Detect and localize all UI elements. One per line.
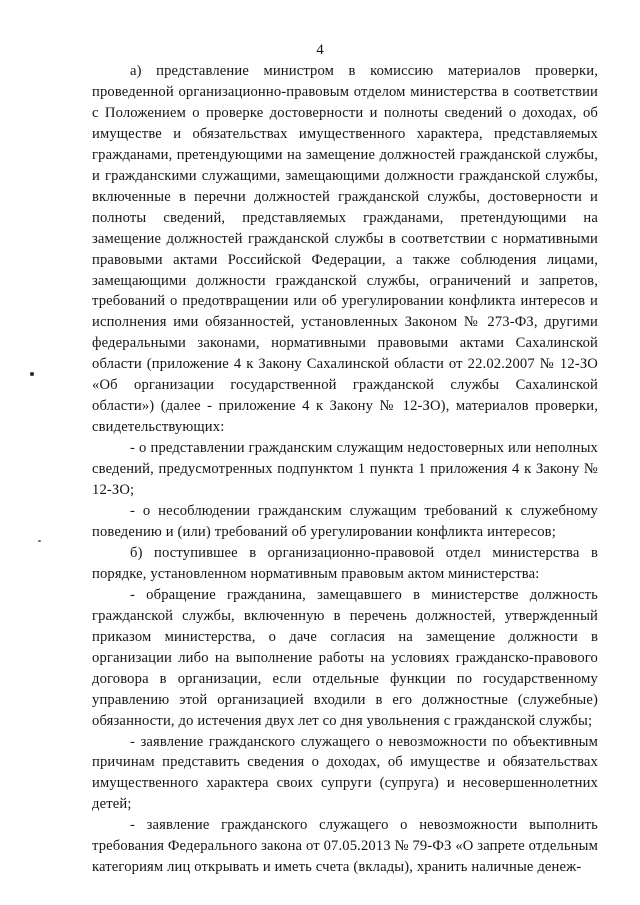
paragraph-b: б) поступившее в организационно-правовой отдел министерства в порядке, установленном нормативным правовым актом министерства:: [92, 544, 598, 582]
paragraph-b-item-2: - заявление гражданского служащего о невозможности по объективным причинам представить сведения о доходах, об имуществе и обязательствах имущественного характера своих супруги (супруга) и несовершеннолетних детей;: [92, 733, 598, 813]
scan-speck-mark: [38, 540, 41, 542]
paragraph-a-item-2: - о несоблюдении гражданским служащим требований к служебному поведению и (или) требований об урегулировании конфликта интересов;: [92, 503, 598, 540]
page-number: 4: [316, 42, 324, 58]
scan-speck-mark: [30, 372, 34, 376]
paragraph-b-item-1: - обращение гражданина, замещавшего в министерстве должность гражданской службы, включенную в перечень должностей, утвержденный приказом министерства, о даче согласия на замещение должности в организации либо на выполнение работы на условиях гражданско-правового договора в организации, если отдельные функции по государственному управлению этой организацией входили в его должностные (служебные) обязанности, до истечения двух лет со дня увольнения с гражданской службы;: [92, 586, 598, 729]
paragraph-a: а) представление министром в комиссию материалов проверки, проведенной организационно-правовым отделом министерства в соответствии с Положением о проверке достоверности и полноты сведений о доходах, об имуществе и обязательствах имущественного характера, представляемых гражданами, претендующими на замещение должностей гражданской службы, и гражданскими служащими, замещающими должности гражданской службы, включенные в перечни должностей гражданской службы, достоверности и полноты сведений, представляемых гражданами, претендующими на замещение должностей гражданской службы в соответствии с нормативными правовыми актами Российской Федерации, а также соблюдения лицами, замещающими должности гражданской службы, ограничений и запретов, требований о предотвращении или об урегулировании конфликта интересов и исполнения ими обязанностей, установленных Законом № 273-ФЗ, другими федеральными законами, нормативными правовыми актами Сахалинской области (приложение 4 к Закону Сахалинской области от 22.02.2007 № 12-ЗО «Об организации государственной гражданской службы Сахалинской области») (далее - приложение 4 к Закону № 12-ЗО), материалов проверки, свидетельствующих:: [92, 63, 598, 436]
paragraph-a-item-1: - о представлении гражданским служащим недостоверных или неполных сведений, предусмотренных подпунктом 1 пункта 1 приложения 4 к Закону № 12-ЗО;: [92, 440, 598, 499]
paragraph-b-item-3: - заявление гражданского служащего о невозможности выполнить требования Федерального закона от 07.05.2013 № 79-ФЗ «О запрете отдельным категориям лиц открывать и иметь счета (вклады), хранить наличные денеж-: [92, 817, 598, 876]
document-body: [92, 61, 598, 878]
